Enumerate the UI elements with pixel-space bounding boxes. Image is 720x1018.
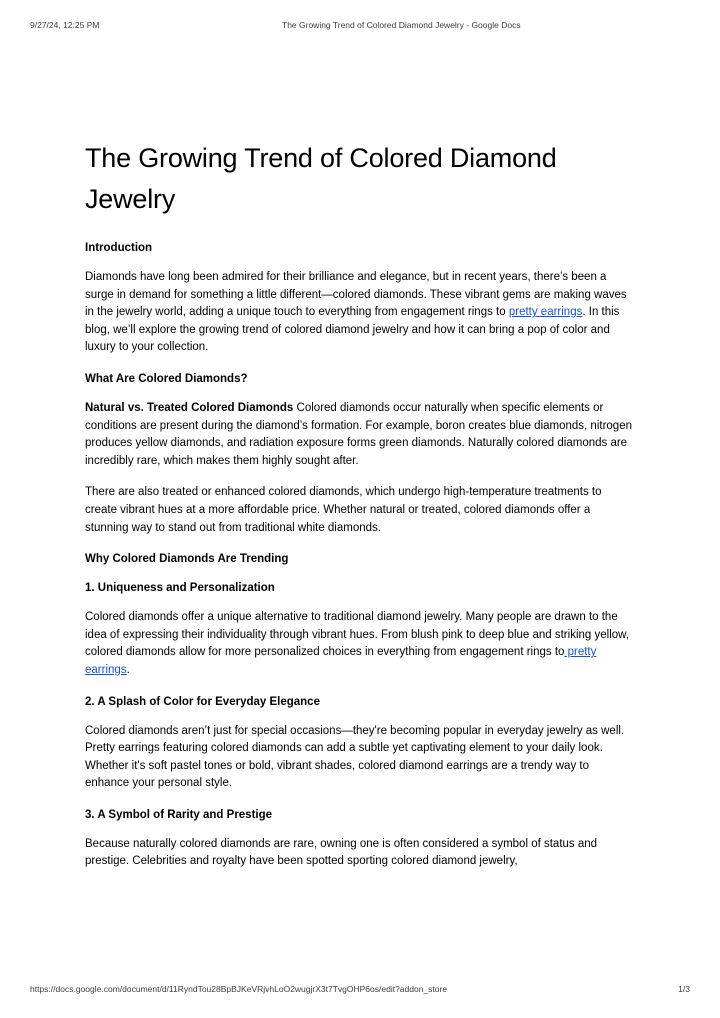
uniqueness-text-b: . [126, 663, 130, 676]
uniqueness-text-a: Colored diamonds offer a unique alternative to traditional diamond jewelry. Many people are drawn to the idea of expressing their individuality through vibrant hues. From blush pink to deep blue and striking yellow, colored diamonds allow for more personalized choices in everything from engagement rings to [85, 611, 630, 659]
heading-uniqueness: 1. Uniqueness and Personalization [85, 582, 275, 595]
link-pretty-earrings-intro[interactable]: pretty earrings [508, 306, 583, 319]
document-url: https://docs.google.com/document/d/11RyndTou28BpBJKeVRjvhLoO2wugjrX3t7TvgOHP6os/edit?addon_store [30, 984, 448, 994]
print-date: 9/27/24, 12:25 PM [30, 20, 100, 30]
page-number: 1/3 [678, 984, 690, 994]
intro-text-a: Diamonds have long been admired for their brilliance and elegance, but in recent years, there’s been a surge in demand for something a little different—colored diamonds. These vibrant gems are making waves in the jewelry world, adding a unique touch to everything from engagement rings to [85, 271, 627, 319]
heading-rarity-prestige: 3. A Symbol of Rarity and Prestige [85, 808, 273, 821]
heading-why-trending: Why Colored Diamonds Are Trending [85, 553, 289, 566]
paragraph-natural-vs-treated [85, 400, 636, 470]
paragraph-uniqueness [85, 609, 636, 679]
heading-what-are-colored-diamonds: What Are Colored Diamonds? [85, 372, 248, 385]
print-footer [0, 982, 720, 996]
natural-vs-treated-text: Colored diamonds occur naturally when specific elements or conditions are present during the diamond’s formation. For example, boron creates blue diamonds, nitrogen produces yellow diamonds, and radiation exposure forms green diamonds. Naturally colored diamonds are incredibly rare, which makes them highly sought after. [85, 401, 632, 467]
heading-splash-of-color: 2. A Splash of Color for Everyday Elegance [85, 695, 320, 708]
print-document-title: The Growing Trend of Colored Diamond Jewelry - Google Docs [282, 20, 521, 30]
link-pretty-earrings-uniqueness[interactable]: pretty earrings [85, 646, 597, 676]
print-header [0, 18, 720, 32]
paragraph-introduction [85, 269, 636, 357]
heading-introduction: Introduction [85, 242, 153, 254]
paragraph-treated-diamonds: There are also treated or enhanced colored diamonds, which undergo high-temperature treatments to create vibrant hues at a more affordable price. Whether natural or treated, colored diamonds offer a stunning way to stand out from traditional white diamonds. [85, 486, 602, 534]
document-body [85, 138, 636, 885]
intro-text-b: . In this blog, we’ll explore the growing trend of colored diamond jewelry and how it can bring a pop of color and luxury to your collection. [85, 306, 620, 354]
paragraph-splash-of-color: Colored diamonds aren’t just for special occasions—they're becoming popular in everyday jewelry as well. Pretty earrings featuring colored diamonds can add a subtle yet captivating element to your daily look. Whether it's soft pastel tones or bold, vibrant shades, colored diamond earrings are a trendy way to enhance your personal style. [85, 724, 625, 790]
lead-natural-vs-treated: Natural vs. Treated Colored Diamonds [85, 401, 294, 414]
page-title: The Growing Trend of Colored Diamond Jewelry [85, 143, 557, 214]
paragraph-rarity-prestige: Because naturally colored diamonds are rare, owning one is often considered a symbol of status and prestige. Celebrities and royalty have been spotted sporting colored diamond jewelry, [85, 837, 598, 868]
